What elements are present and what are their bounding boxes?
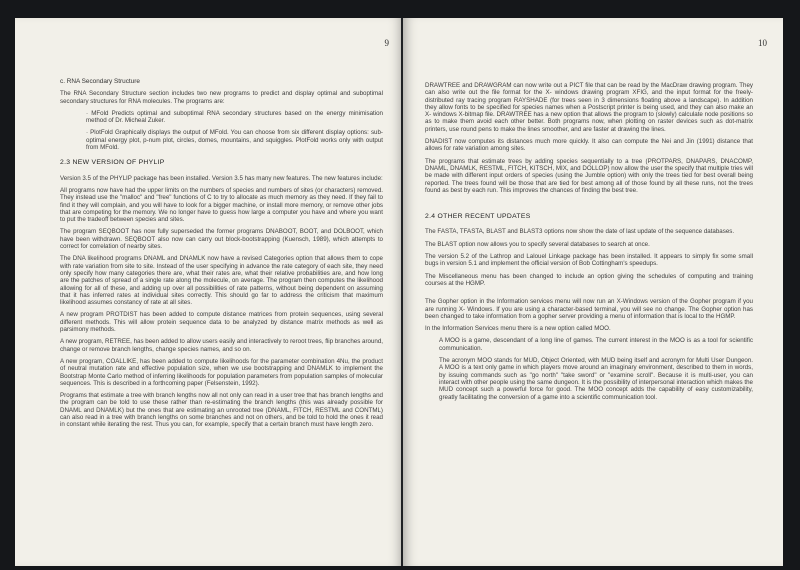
paragraph: A new program PROTDIST has been added to compute distance matrices from protein sequences, using several different methods. This will allow protein sequence data to be analyzed by distance matrix methods as well as parsimony methods. [60,311,383,334]
paragraph: The program SEQBOOT has now fully superseded the former programs DNABOOT, BOOT, and DOLBOOT, which have been withdrawn. SEQBOOT also now can carry out block-bootstrapping (Kuensch, 1989), which attempts to correct for correlation of nearby sites. [60,228,383,251]
paragraph: All programs now have had the upper limits on the numbers of species and numbers of sites (or characters) removed. They instead use the "malloc" and "free" functions of C to try to allocate as much memory as they need. If they fail to find it they will complain, and you will have to look for a bigger machine, or install more memory, or remove other jobs that are competing for the memory. We no longer have to guess how large a computer you have and where you want to put the tradeoff between species and sites. [60,186,383,224]
paragraph: Programs that estimate a tree with branch lengths now all not only can read in a user tree that has branch lengths and the program can be told to use these rather than re-estimating the branch lengths (this was already possible for DNAML and DNAMLK) but the ones that are estimating an unrooted tree (DNAML, FITCH, RESTML and CONTML) can also read in a tree with branch lengths on some branches and not on others, and be told to hold the ones it read in constant while iterating the rest. Thus you can, for example, specify that a certain branch must have length zero. [60,392,383,429]
right-page-body [425,82,753,406]
page-number: 10 [758,38,767,48]
paragraph: The version 5.2 of the Lathrop and Lalouel Linkage package has been installed. It appears to simply fix some small bugs in version 5.1 and implement the official version of Bob Cottingham's speedups. [425,253,753,268]
paragraph: The programs that estimate trees by adding species sequentially to a tree (PROTPARS, DNAPARS, DNACOMP, DNAML, DNAMLK, RESTML, FITCH, KITSCH, MIX, and DOLLOP) now allow the user the specify that multiple tries will be made with different input orders of species (using the Jumble option) with only the trees tied for best overall being reported. The trees found will be those that are tied for best among all of those found by all these runs, not the trees found as best by each run. This improves the chances of finding the best tree. [425,157,753,194]
left-page [15,18,403,566]
paragraph: In the Information Services menu there is a new option called MOO. [425,325,611,333]
paragraph: The Miscellaneous menu has been changed to include an option giving the schedules of computing and training courses at the HGMP. [425,272,753,287]
paragraph: The FASTA, TFASTA, BLAST and BLAST3 options now show the date of last update of the sequence databases. [425,228,735,236]
left-page-body [60,78,383,434]
paragraph: Version 3.5 of the PHYLIP package has been installed. Version 3.5 has many new features. The new features include: [60,174,383,182]
section-heading: 2.4 OTHER RECENT UPDATES [425,213,531,221]
page-number: 9 [384,38,389,48]
paragraph: The acronym MOO stands for MUD, Object Oriented, with MUD being itself and acronym for Multi User Dungeon. A MOO is a text only game in which players move around an imaginary environment, described to them in words, by issuing commands such as "go north" "take sword" or "examine scroll". Because it is multi-user, you can interact with other people using the same dungeon. It is the possibility of interpersonal interaction which makes the MUD concept such a powerful force for good. The MOO concept adds the capability of easy customizability, greatly facilitating the conversion of a game into a scientific communication tool. [439,357,753,401]
paragraph: The DNA likelihood programs DNAML and DNAMLK now have a revised Categories option that allows them to cope with rate variation from site to site. Instead of the user specifying in advance the rate category of each site, they need only specify how many categories there are, what their rates are, what their relative probabilities are, and how long are the patches of spread of a single rate along the molecule, on average. The program then computes the likelihood allowing for all of these, and adding up over all possibilities of rate patterns, without being dependent on assuming that it has inferred rates at individual sites correctly. This should go far to address the criticism that maximum likelihood assumes constancy of rate at all sites. [60,255,383,307]
paragraph: A new program, RETREE, has been added to allow users easily and interactively to reroot trees, flip branches around, change or remove branch lengths, change species names, and so on. [60,338,383,353]
paragraph: The BLAST option now allows you to specify several databases to search at once. [425,240,650,248]
right-page [403,18,783,566]
paragraph: DNADIST now computes its distances much more quickly. It also can compute the Nei and Jin (1991) distance that allows for rate variation among sites. [425,138,753,153]
subsection-heading: c. RNA Secondary Structure [60,78,140,85]
program-description: · PlotFold Graphically displays the output of MFold. You can choose from six different display options: sub-optimal energy plot, p-num plot, circles, domes, mountains, and squiggles. PlotFold works only with output from MFold. [86,129,383,152]
paragraph: The RNA Secondary Structure section includes two new programs to predict and display optimal and suboptimal secondary structures for RNA molecules. The programs are: [60,90,383,105]
paragraph: The Gopher option in the Information services menu will now run an X-Windows version of the Gopher program if you are running X- Windows. If you are using a character-based terminal, you will see no change. The Gopher option has been changed to take information from a gopher server providing a menu of information that is local to the HGMP. [425,298,753,320]
program-description: · MFold Predicts optimal and suboptimal RNA secondary structures based on the energy minimisation method of Dr. Micheal Zuker. [86,109,383,125]
paragraph: A new program, COALLIKE, has been added to compute likelihoods for the parameter combination 4Nu, the product of neutral mutation rate and effective population size, when we use bootstrapping and DNAMLK to implement the Bootstrap Monte Carlo method of inferring likelihoods for population parameters from population samples of molecular sequences. This is described in a forthcoming paper (Felsenstein, 1992). [60,357,383,387]
section-heading: 2.3 NEW VERSION OF PHYLIP [60,159,165,167]
paragraph: DRAWTREE and DRAWGRAM can now write out a PICT file that can be read by the MacDraw drawing program. They can also write out the file format for the X- windows drawing program XFIG, and the input format for the freely-distributed ray tracing program RAYSHADE (for trees seen in 3 dimensions floating above a landscape). In addition they allow fonts to be specified for species names when a Postscript printer is being used, and they can also make an X- windows X-bitmap file. DRAWTREE has a new option that allows the program to (slowly) calculate node positions so as to make them avoid each other better. Both programs now, when plotting on raster devices such as dot-matrix printers, use round pens to make the lines smoother, and are faster at drawing the lines. [425,82,753,133]
paragraph: A MOO is a game, descendant of a long line of games. The current interest in the MOO is as a tool for scientific communication. [439,337,753,352]
